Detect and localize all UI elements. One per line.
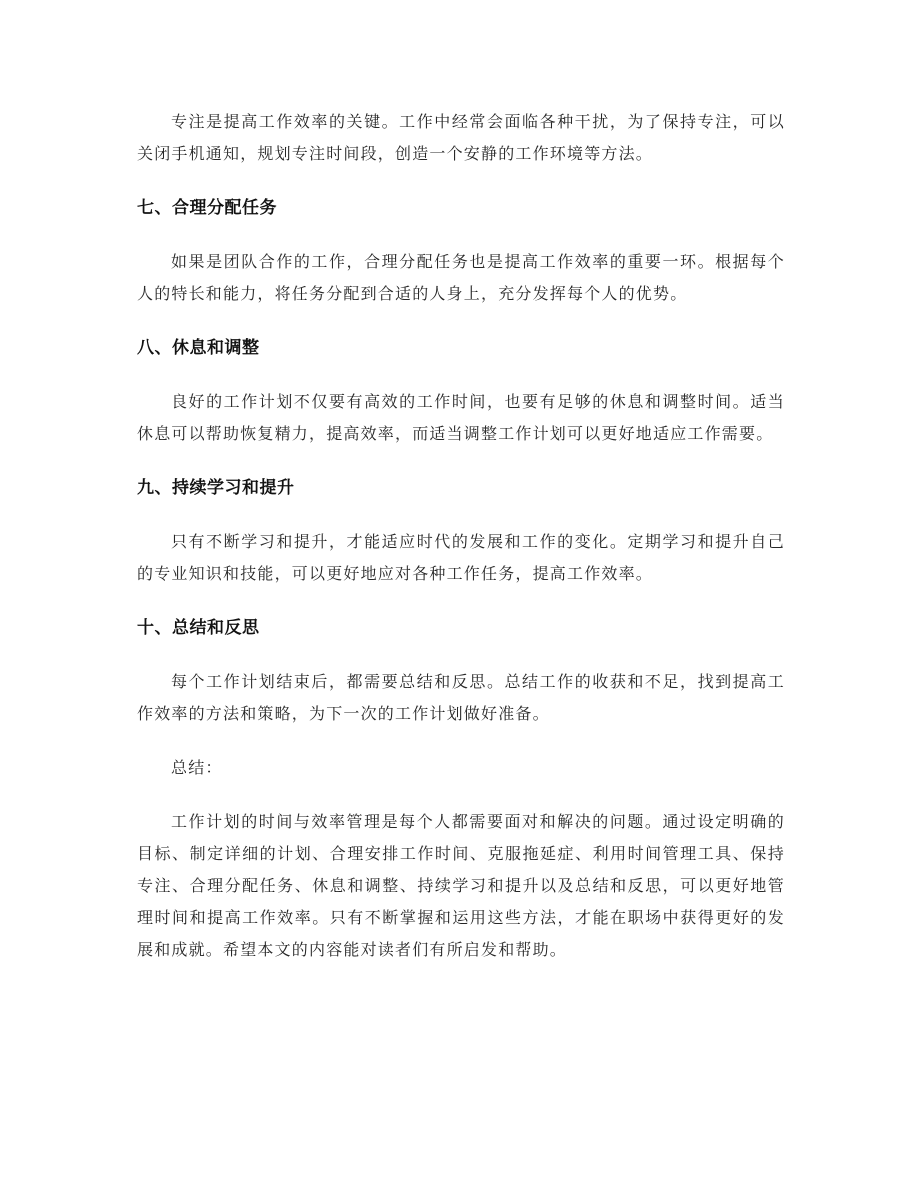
paragraph-focus: 专注是提高工作效率的关键。工作中经常会面临各种干扰，为了保持专注，可以关闭手机通知，规划专注时间段，创造一个安静的工作环境等方法。 bbox=[137, 112, 785, 163]
heading-section-9: 九、持续学习和提升 bbox=[137, 478, 295, 498]
paragraph-rest-adjust: 良好的工作计划不仅要有高效的工作时间，也要有足够的休息和调整时间。适当休息可以帮助恢复精力，提高效率，而适当调整工作计划可以更好地适应工作需要。 bbox=[137, 392, 785, 443]
document-body bbox=[137, 106, 785, 966]
heading-section-8: 八、休息和调整 bbox=[137, 338, 260, 358]
heading-section-7: 七、合理分配任务 bbox=[137, 198, 277, 218]
paragraph-task-allocation: 如果是团队合作的工作，合理分配任务也是提高工作效率的重要一环。根据每个人的特长和能力，将任务分配到合适的人身上，充分发挥每个人的优势。 bbox=[137, 252, 785, 303]
heading-section-10: 十、总结和反思 bbox=[137, 618, 260, 638]
paragraph-learning: 只有不断学习和提升，才能适应时代的发展和工作的变化。定期学习和提升自己的专业知识和技能，可以更好地应对各种工作任务，提高工作效率。 bbox=[137, 532, 785, 583]
paragraph-summary: 工作计划的时间与效率管理是每个人都需要面对和解决的问题。通过设定明确的目标、制定详细的计划、合理安排工作时间、克服拖延症、利用时间管理工具、保持专注、合理分配任务、休息和调整、持续学习和提升以及总结和反思，可以更好地管理时间和提高工作效率。只有不断掌握和运用这些方法，才能在职场中获得更好的发展和成就。希望本文的内容能对读者们有所启发和帮助。 bbox=[137, 812, 785, 959]
paragraph-reflection: 每个工作计划结束后，都需要总结和反思。总结工作的收获和不足，找到提高工作效率的方法和策略，为下一次的工作计划做好准备。 bbox=[137, 672, 785, 723]
summary-label: 总结： bbox=[171, 758, 223, 777]
